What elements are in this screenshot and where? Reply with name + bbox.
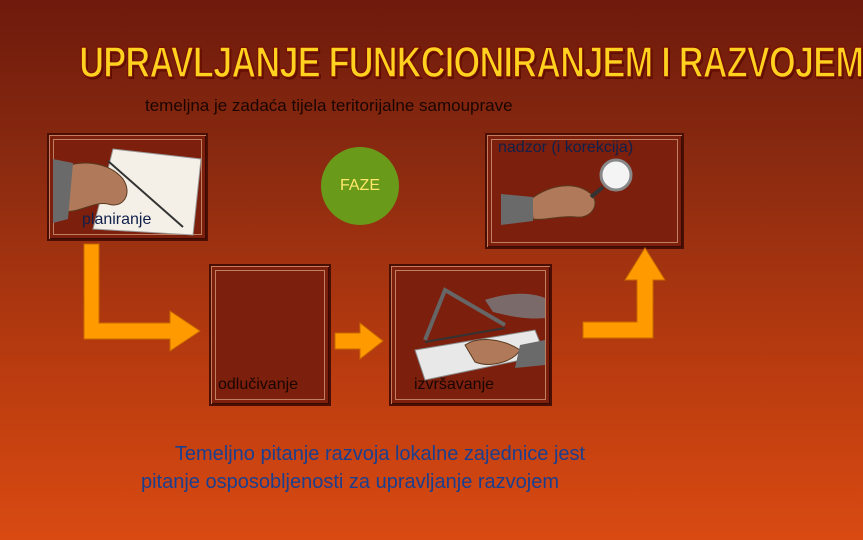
arrow-planning-to-decision (84, 244, 200, 351)
phase-planning-label: planiranje (82, 211, 152, 228)
phase-decision-label: odlučivanje (218, 376, 299, 393)
arrow-decision-to-execution (335, 323, 383, 359)
conclusion-line-2: pitanje osposobljenosti za upravljanje razvojem (140, 471, 560, 493)
conclusion-text (0, 440, 760, 496)
slide-subtitle: temeljna je zadaća tijela teritorijalne samouprave (145, 96, 513, 115)
slide-title: UPRAVLJANJE FUNKCIONIRANJEM I RAZVOJEM (79, 38, 863, 87)
phase-execution-label: izvršavanje (414, 376, 495, 393)
phase-control-label: nadzor (i korekcija) (498, 139, 634, 156)
arrow-execution-to-control (583, 248, 665, 338)
faze-label: FAZE (339, 177, 380, 194)
conclusion-line-1: Temeljno pitanje razvoja lokalne zajednice jest (174, 443, 586, 465)
